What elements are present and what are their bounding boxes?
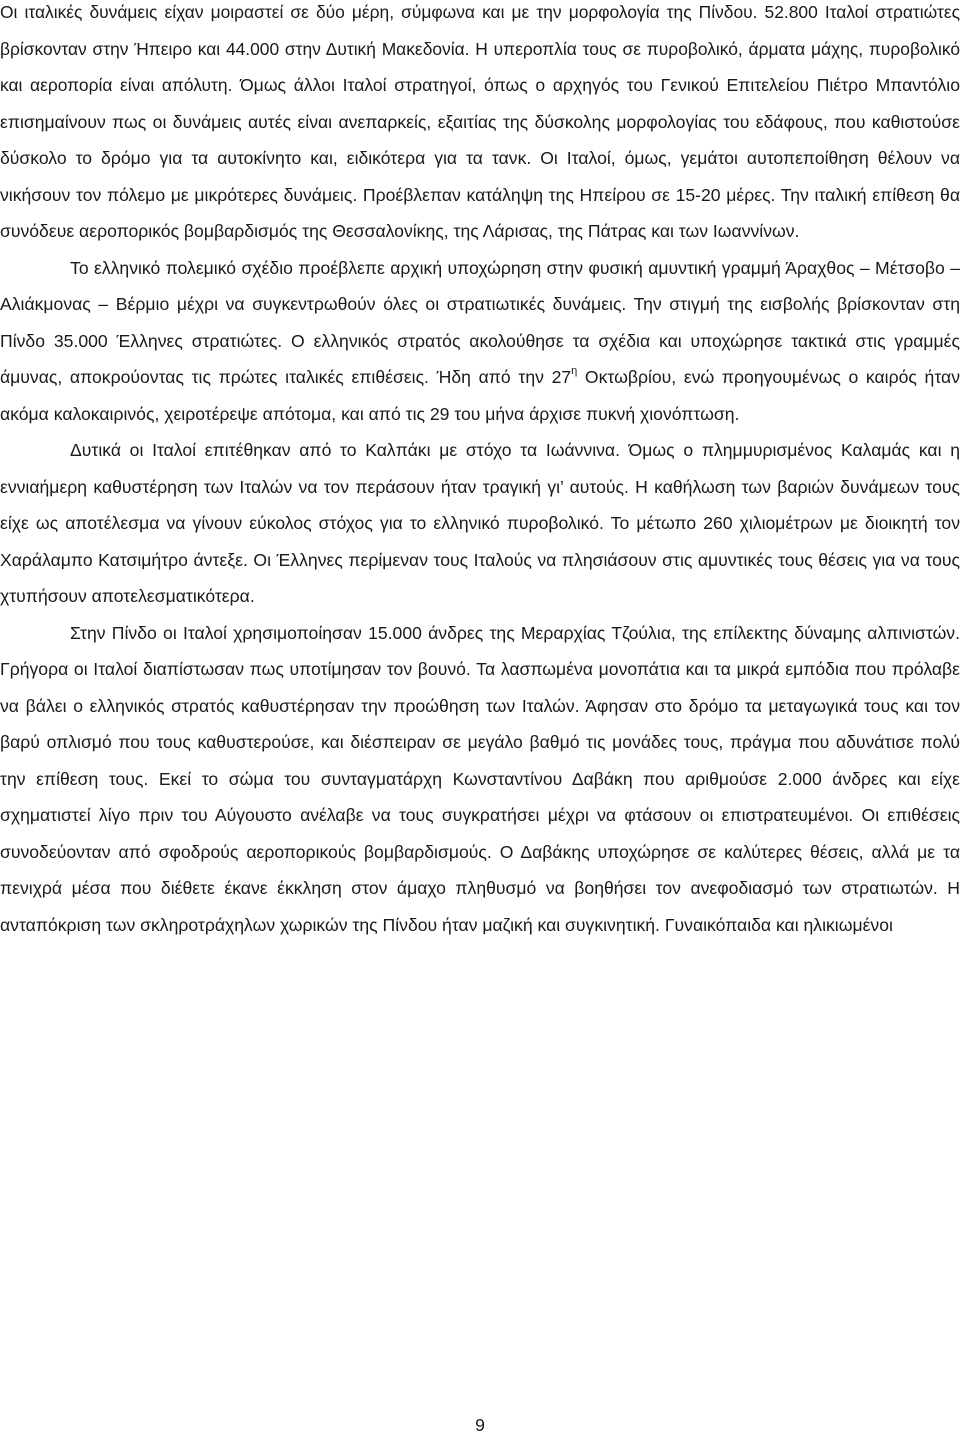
paragraph-text: Το ελληνικό πολεμικό σχέδιο προέβλεπε αρχική υποχώρηση στην φυσική αμυντική γραμμή Άραχθος – Μέτσοβο – Αλιάκμονας – Βέρμιο μέχρι να συγκεντρωθούν όλες οι στρατιωτικές δυνάμεις. Την στιγμή της εισβολής βρίσκονταν στη Πίνδο 35.000 Έλληνες στρατιώτες. Ο ελληνικός στρατός ακολούθησε τα σχέδια και υποχώρησε τακτικά στις γραμμές άμυνας, αποκρούοντας τις πρώτες ιταλικές επιθέσεις. Ήδη από την 27 [0, 257, 960, 387]
page-number: 9 [475, 1415, 485, 1435]
paragraph-text: Όμως άλλοι Ιταλοί στρατηγοί, όπως ο αρχηγός του Γενικού Επιτελείου Πιέτρο Μπαντόλιο επισημαίνουν πως οι δυνάμεις αυτές είναι ανεπαρκείς, εξαιτίας της δύσκολης μορφολογίας του εδάφους, που καθιστούσε δύσκολο το δρόμο για τα αυτοκίνητο και, ειδικότερα για τα τανκ. Οι Ιταλοί, όμως, γεμάτοι αυτοπεποίθηση θέλουν να νικήσουν τον πόλεμο με μικρότερες δυνάμεις. Προέβλεπαν κατάληψη της Ηπείρου σε 15-20 μέρες. Την ιταλική επίθεση θα συνόδευε αεροπορικός βομβαρδισμός της Θεσσαλονίκης, της Λάρισας, της Πάτρας και των Ιωαννίνων. [0, 75, 960, 241]
paragraph-italian-forces [0, 0, 960, 250]
paragraph-text: Οι ιταλικές δυνάμεις είχαν μοιραστεί σε δύο μέρη, σύμφωνα και με την μορφολογία της Πίνδου. 52.800 Ιταλοί στρατιώτες βρίσκονταν στην Ήπειρο και 44.000 στην Δυτική Μακεδονία. Η υπεροπλία τους σε πυροβολικό, άρματα μάχης, πυροβολικό και αεροπορία είναι απόλυτη. [0, 2, 960, 95]
ordinal-superscript: η [571, 365, 578, 378]
paragraph-kalpaki-front [0, 432, 960, 615]
paragraph-text: Οκτωβρίου, ενώ προηγουμένως ο καιρός ήταν ακόμα καλοκαιρινός, χειροτέρεψε απότομα, και από τις 29 του μήνα άρχισε πυκνή χιονόπτωση. [0, 367, 960, 424]
paragraph-text: Στην Πίνδο οι Ιταλοί χρησιμοποίησαν 15.000 άνδρες της Μεραρχίας Τζούλια, της επίλεκτης δύναμης αλπινιστών. Γρήγορα οι Ιταλοί διαπίστωσαν πως υποτίμησαν τον βουνό. Τα λασπωμένα μονοπάτια και τα μικρά εμπόδια που πρόλαβε να βάλει ο ελληνικός στρατός καθυστέρησαν την προώθηση των Ιταλών. Άφησαν στο δρόμο τα μεταγωγικά τους και τον βαρύ οπλισμό που τους καθυστερούσε, και διέσπειραν σε μεγάλο βαθμό τις μονάδες τους, πράγμα που αδυνάτισε πολύ την επίθεση τους. Εκεί το σώμα του συνταγματάρχη Κωνσταντίνου Δαβάκη που αριθμούσε 2.000 άνδρες και είχε σχηματιστεί λίγο πριν του Αύγουστο ανέλαβε να τους συγκρατήσει μέχρι να φτάσουν οι επιστρατευμένοι. Οι επιθέσεις συνοδεύονταν από σφοδρούς αεροπορικούς βομβαρδισμούς. Ο Δαβάκης υποχώρησε σε καλύτερες θέσεις, αλλά με τα πενιχρά μέσα που διέθετε έκανε έκκληση στον άμαχο πληθυσμό να βοηθήσει τον ανεφοδιασμό των στρατιωτών. Η ανταπόκριση των σκληροτράχηλων χωρικών της Πίνδου ήταν μαζική και συγκινητική. Γυναικόπαιδα και ηλικιωμένοι [0, 622, 960, 935]
paragraph-text: Δυτικά οι Ιταλοί επιτέθηκαν από το Καλπάκι με στόχο τα Ιωάννινα. Όμως ο πλημμυρισμένος Καλαμάς και η εννιαήμερη καθυστέρηση των Ιταλών να τον περάσουν ήταν τραγική γι’ αυτούς. Η καθήλωση των βαριών δυνάμεων τους είχε ως αποτέλεσμα να γίνουν εύκολος στόχος για το ελληνικό πυροβολικό. Το μέτωπο 260 χιλιομέτρων με διοικητή τον Χαράλαμπο Κατσιμήτρο άντεξε. Οι Έλληνες περίμεναν τους Ιταλούς να πλησιάσουν στις αμυντικές τους θέσεις για να τους χτυπήσουν αποτελεσματικότερα. [0, 440, 960, 606]
paragraph-greek-war-plan [0, 250, 960, 433]
paragraph-pindus-battle [0, 615, 960, 944]
